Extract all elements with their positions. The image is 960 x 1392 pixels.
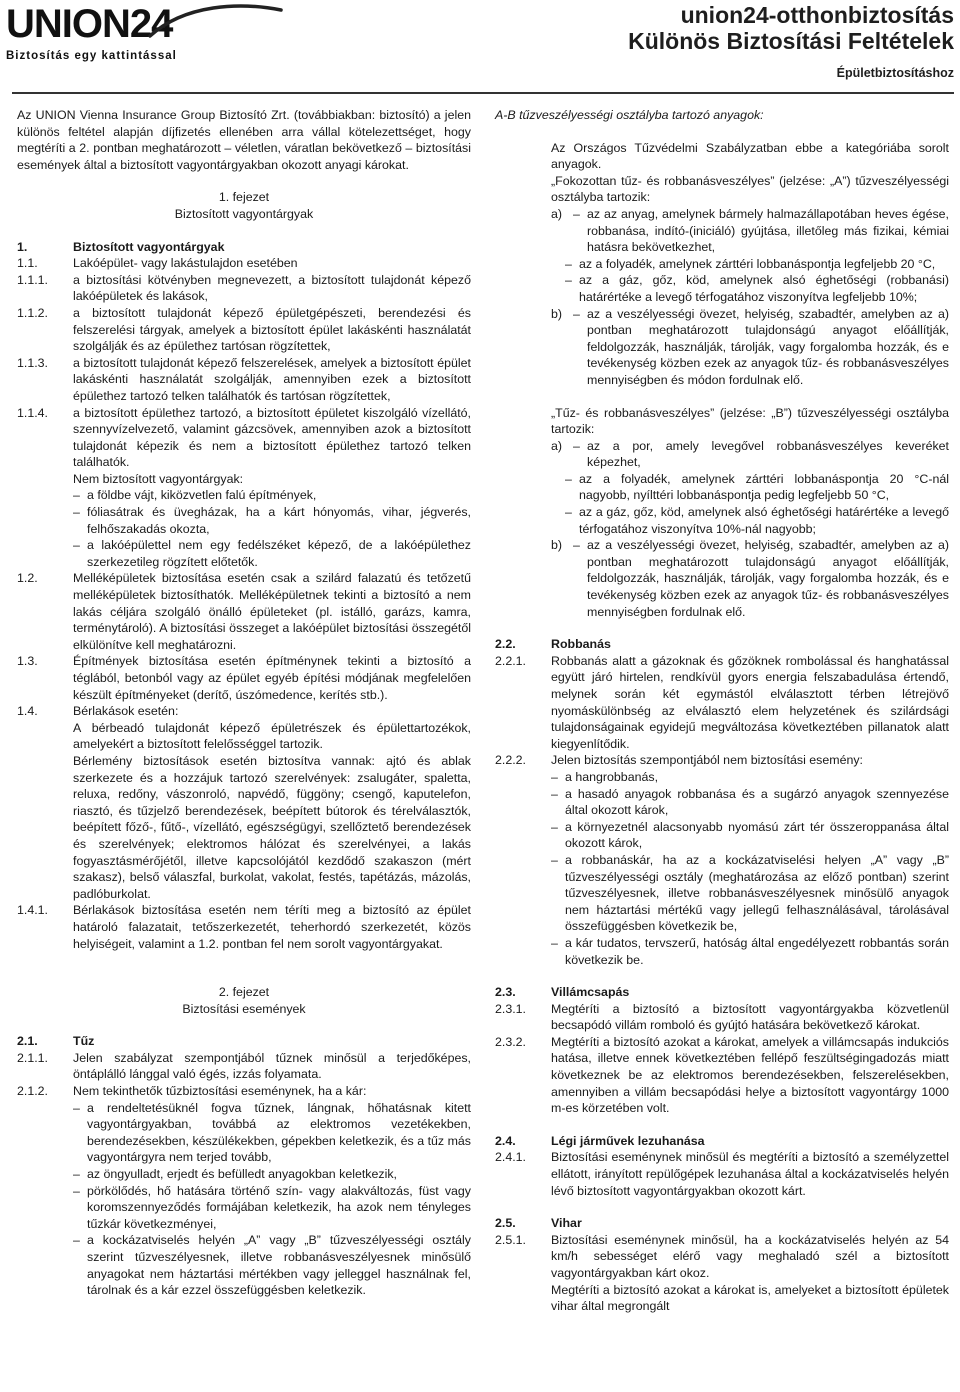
b-class-subitem: – az a folyadék, amelynek zárttéri lobbanáspontja 20 °C-nál nagyobb, nyílttéri lobbanáspontja pedig legfeljebb 50 °C, bbox=[565, 471, 949, 503]
section-2-3-2: 2.3.2. Megtéríti a biztosító azokat a károkat, amelyek a villámcsapás indukciós hatása, illetve ennek következtében fellépő feszültségingadozás miatt következnek be az elektromos berendezésekben, felszerelésekben, amennyiben a villám becsapódási helye a biztosított vagyontárgy 1000 m-es körzetében volt. bbox=[495, 1034, 949, 1116]
not-insured-item: – a földbe vájt, kiközvetlen falú építmények, bbox=[73, 488, 317, 503]
document-title: Különös Biztosítási Feltételek bbox=[628, 28, 954, 54]
a-class-item-a: a) – az az anyag, amelynek bármely halmazállapotában heves égése, robbanása, indító-(iniciáló) gyújtása, illetőleg más fizikai, kémiai hatásra bekövetkezhet, bbox=[551, 206, 949, 255]
left-column bbox=[17, 107, 471, 1299]
document-subtitle: Épületbiztosításhoz bbox=[836, 66, 954, 80]
section-1-1-2: 1.1.2. a biztosított tulajdonát képező épületgépészeti, berendezési és felszerelési tárgyak, amelyek a biztosított épület lakáskénti használatát szolgálják és az épülethez tartósan rögzítettek, bbox=[17, 305, 471, 354]
not-insured-item: – a lakóépülettel nem egy fedélszéket képező, de a lakóépülethez szerkezetileg rögzített előtetők. bbox=[73, 538, 471, 569]
section-2-5-1-paragraph: Megtéríti a biztosító azokat a károkat is, amelyeket a biztosított épületek vihar által megrongált bbox=[551, 1282, 949, 1314]
fire-exclusion-item: – a kockázatviselés helyén „A” vagy „B” tűzveszélyességi osztály szerint tűzveszélyesnek, illetve robbanásveszélyesnek minősülő anyagokat nem háztartási mértékben vagy jelleggel használnak fel, tárolnak és a kár ezzel összefüggésben keletkezik. bbox=[73, 1233, 471, 1298]
section-1-1-3: 1.1.3. a biztosított tulajdonát képező felszerelések, amelyek a biztosított épület lakáskénti használatát szolgálják, amennyiben ezek a biztosított épülethez tartozó telken találhatók és tartósan rögzítettek, bbox=[17, 355, 471, 403]
right-column bbox=[495, 107, 949, 1315]
header-rule bbox=[12, 92, 954, 94]
explosion-exclusion-item: – a hasadó anyagok robbanása és a sugárzó anyagok szennyezése által okozott károk, bbox=[551, 786, 949, 818]
section-2-3-1: 2.3.1. Megtéríti a biztosító a biztosított vagyontárgyakba közvetlenül becsapódó villám romboló és gyújtó hatására bekövetkező károkat. bbox=[495, 1001, 949, 1033]
logo-swirl-icon bbox=[145, 2, 285, 42]
section-2-1: 2.1. Tűz bbox=[17, 1034, 95, 1049]
section-2-5: 2.5. Vihar bbox=[495, 1216, 582, 1231]
fire-exclusion-item: – az öngyulladt, erjedt és befülledt anyagokban keletkezik, bbox=[73, 1167, 397, 1182]
explosion-exclusion-item: – a robbanáskár, ha az a kockázatviselési helyen „A” vagy „B” tűzveszélyességi osztály (meghatározása az előző pontban) szerint tűzveszélyesnek, illetve robbanásveszélyesnek minősülő anyagok nem háztartási mértékű vagy jellegű felhasználásával, tárolásával összefüggésben következik be, bbox=[551, 852, 949, 934]
section-2-2: 2.2. Robbanás bbox=[495, 637, 611, 652]
section-2-4: 2.4. Légi járművek lezuhanása bbox=[495, 1133, 705, 1148]
section-2-1-1: 2.1.1. Jelen szabályzat szempontjából tűznek minősül a terjedőképes, öntáplálló lánggal való égés, izzás folyamata. bbox=[17, 1050, 471, 1082]
b-class-heading: „Tűz- és robbanásveszélyes” (jelzése: „B”) tűzveszélyességi osztályba tartozik: bbox=[551, 405, 949, 437]
explosion-exclusion-item: – a környezetnél alacsonyabb nyomású zárt tér összeroppanása által okozott károk, bbox=[551, 819, 949, 851]
section-2-1-2: 2.1.2. Nem tekinthetők tűzbiztosítási eseménynek, ha a kár: bbox=[17, 1084, 367, 1099]
section-2-2-2: 2.2.2. Jelen biztosítás szempontjából nem biztosítási esemény: bbox=[495, 753, 863, 768]
intro-paragraph: Az UNION Vienna Insurance Group Biztosító Zrt. (továbbiakban: biztosító) a jelen különös feltétel alapján díjfizetés ellenében arra vállal kötelezettséget, hogy megtéríti a 2. pontban meghatározott – véletlen, váratlan bekövetkező – biztosítási események által a biztosított vagyontárgyakban okozott anyagi károkat. bbox=[17, 108, 471, 172]
explosion-exclusion-item: – a kár tudatos, tervszerű, hatóság által engedélyezett robbantás során következik be. bbox=[551, 935, 949, 967]
section-2-4-1: 2.4.1. Biztosítási eseménynek minősül és megtéríti a biztosító a személyzettel ellátott, irányított repülőgépek lezuhanása által a kockázatviselés helyén lévő biztosított vagyontárgyakban okozott kárt. bbox=[495, 1150, 949, 1198]
b-class-item-a: a) – az a por, amely levegővel robbanásveszélyes keveréket képezhet, bbox=[551, 438, 949, 470]
section-2-3: 2.3. Villámcsapás bbox=[495, 985, 630, 1000]
section-1-1: 1.1. Lakóépület- vagy lakástulajdon esetében bbox=[17, 256, 298, 271]
section-2-5-1: 2.5.1. Biztosítási eseménynek minősül, ha a kockázatviselés helyén az 54 km/h sebességet elérő vagy meghaladó szél a biztosított vagyontárgyakban kárt okoz. bbox=[495, 1232, 949, 1280]
fire-exclusion-item: – pörkölődés, hő hatására történő szín- vagy alakváltozás, füst vagy koromszennyeződés formájában keletkezik, ha azok nem tényleges tűzkár következményei, bbox=[73, 1183, 471, 1231]
a-class-subitem: – az a gáz, gőz, köd, amelynek alsó éghetőségi (robbanási) határértéke a levegő térfogatához viszonyítva legfeljebb 10%; bbox=[565, 273, 949, 304]
fire-exclusion-item: – a rendeltetésüknél fogva tűznek, lángnak, hőhatásnak kitett vagyontárgyakban, továbbá az elektromos vezetékekben, berendezésekben, készülékekben, gépekben keletkezik, és a tűz más vagyontárgyra nem terjed tovább, bbox=[73, 1100, 471, 1165]
ab-class-heading: A-B tűzveszélyességi osztályba tartozó anyagok: bbox=[495, 108, 764, 122]
section-1-3: 1.3. Építmények biztosítása esetén építménynek tekinti a biztosító a téglából, betonból vagy az épület egyéb építési módjának megfelelően készült építményeket (derítő, úszómedence, kerítés stb.). bbox=[17, 654, 471, 702]
not-insured-heading: Nem biztosított vagyontárgyak: bbox=[73, 471, 244, 486]
chapter-1-title: 1. fejezet bbox=[218, 190, 270, 205]
a-class-subitem: – az a folyadék, amelynek zárttéri lobbanáspontja legfeljebb 20 °C, bbox=[565, 256, 936, 271]
section-1: 1. Biztosított vagyontárgyak bbox=[17, 239, 225, 254]
chapter-2-subtitle: Biztosítási események bbox=[182, 1001, 306, 1016]
section-1-4-paragraph: A bérbeadó tulajdonát képező épületrészek és épülettartozékok, amelyekért a biztosított felelősséggel tartozik. bbox=[73, 720, 471, 752]
a-class-item-b: b) – az a veszélyességi övezet, helyiség, szabadtér, amelyben az a) pontban meghatározott tulajdonságú anyagot előállítják, feldolgozzák, használják, tárolják, vagy forgalomba hozzák, és e tevékenység közben ezek az anyagok tűz- és robbanásveszélyes mennyiségben és módon fordulnak elő. bbox=[551, 306, 949, 387]
section-1-4-paragraph: Bérlemény biztosítások esetén biztosítva vannak: ajtó és ablak szerkezete és a hozzájuk tartozó szerelvények: zsalugáter, spaletta, reluxa, redőny, vászonroló, napvédő, függöny; csengő, kaputelefon, riasztó, és tűzjelző berendezések, beépített bútorok és térelválasztók, beépített főző-, fűtő-, vízellátó, egészségügyi, szellőztető berendezések és szerelvények; elektromos hálózat és szerelvényei, a lakás fogyasztásmérőjétől, illetve kapcsolójától kezdődő szakaszon (mért szakasz), belső válaszfal, burkolat, vakolat, festés, tapétázás, mázolás, padlóburkolat. bbox=[73, 753, 471, 901]
b-class-subitem: – az a gáz, gőz, köd, amelynek alsó éghetőségi határértéke a levegő térfogatához viszonyítva 10%-nál nagyobb; bbox=[565, 505, 949, 536]
not-insured-item: – fóliasátrak és üvegházak, ha a kárt hónyomás, vihar, jégverés, felhőszakadás okozta, bbox=[73, 505, 471, 536]
section-2-2-1: 2.2.1. Robbanás alatt a gázoknak és gőzöknek rombolással és hanghatással együtt járó hirtelen, rendkívül gyors energia felszabadulása értendő, melynek során két egymástól elválasztott térben létrejövő nyomáskülönbség az elválasztó elem helyzetének és szilárdsági tulajdonságainak egyidejű megváltozása következtében pillanatok alatt kiegyenlítődik. bbox=[495, 653, 949, 751]
chapter-1-subtitle: Biztosított vagyontárgyak bbox=[174, 206, 314, 221]
b-class-item-b: b) – az a veszélyességi övezet, helyiség, szabadtér, amelyben az a) pontban meghatározott tulajdonságú anyagot előállítják, feldolgozzák, használják, tárolják, vagy forgalomba hozzák, és e tevékenység közben ezek az anyagok tűz- és robbanásveszélyes mennyiségben fordulnak elő. bbox=[551, 538, 949, 619]
section-1-2: 1.2. Melléképületek biztosítása esetén csak a szilárd falazatú és tetőzetű melléképületek biztosíthatók. Melléképületnek tekinti a biztosító a nem lakás céljára szolgáló önálló épületeket (pl. istálló, garázs, kamra, terménytároló). A biztosítási összeget a lakóépület biztosítási összegétől elkülönítve kell meghatározni. bbox=[17, 571, 471, 652]
product-title: union24-otthonbiztosítás bbox=[680, 2, 954, 28]
section-1-4: 1.4. Bérlakások esetén: bbox=[17, 704, 179, 719]
section-1-4-1: 1.4.1. Bérlakások biztosítása esetén nem téríti meg a biztosító az épület határoló falazatait, tetőszerkezetét, teherhordó szerkezetét, közös helyiségeit, valamint a 1.2. pontban fel nem sorolt vagyontárgyakat. bbox=[17, 903, 471, 951]
logo-tagline: Biztosítás egy kattintással bbox=[6, 50, 177, 62]
section-1-1-1: 1.1.1. a biztosítási kötvényben megnevezett, a biztosított tulajdonát képező lakóépületek és lakások, bbox=[17, 272, 471, 304]
document-title-block bbox=[628, 2, 954, 80]
logo-wordmark: UNION24 bbox=[6, 2, 173, 46]
page-header bbox=[0, 0, 960, 96]
ab-intro: Az Országos Tűzvédelmi Szabályzatban ebbe a kategóriába sorolt anyagok. bbox=[551, 140, 949, 172]
section-1-1-4: 1.1.4. a biztosított épülethez tartozó, a biztosított épületet kiszolgáló vízellátó, szennyvízelvezető, valamint gázcsövek, amennyiben azok a biztosított tulajdonát képezik és nem a biztosított épülethez tartozó telken találhatók. bbox=[17, 405, 471, 470]
explosion-exclusion-item: – a hangrobbanás, bbox=[551, 769, 659, 784]
chapter-2-title: 2. fejezet bbox=[218, 985, 270, 1000]
a-class-heading: „Fokozottan tűz- és robbanásveszélyes” (jelzése: „A”) tűzveszélyességi osztályba tartozik: bbox=[551, 173, 949, 205]
